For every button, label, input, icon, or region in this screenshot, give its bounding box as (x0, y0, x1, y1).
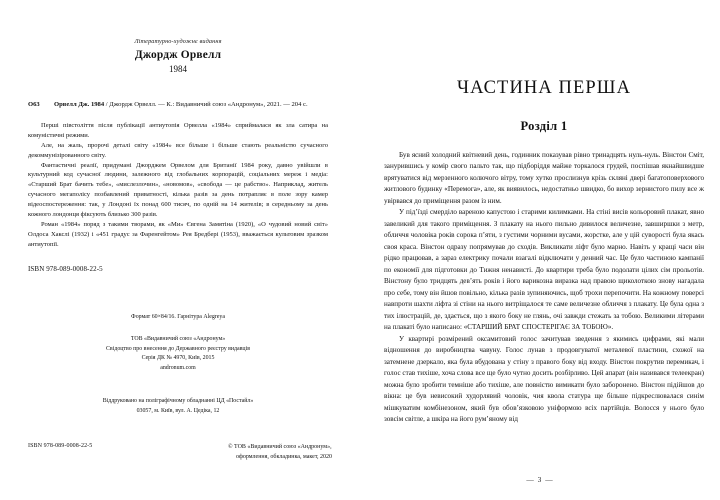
chapter-page (360, 0, 720, 500)
publisher-name: ТОВ «Видавничий союз «Андронум» (130, 335, 226, 342)
printing-line-2: 03057, м. Київ, вул. А. Цедіка, 12 (136, 407, 220, 414)
body-paragraph: У підʼїзді смерділо вареною капустою і старими килимками. На стіні висів кольоровий плакат, явно завеликий для такого приміщення. З плакату на нього пильно дивилося величезне, завширшки з метр, обличчя чоловіка років сорока пʼяти, з густими чорними вусами, жорстке, але у цій суворості була якась своя краса. Вінстон одразу попрямував до сходів. Викликати ліфт було марно. Навіть у кращі часи він рідко працював, а зараз електрику почали взагалі відключати у денний час. Це було частиною кампанії по економії для підготовки до Тижня ненависті. До квартири треба було подолати цілих сім прольотів. Вінстону було тридцять девʼять років і його варикозна виразка над правою щиколоткою знову нагадала про себе, тому він йшов повільно, кілька разів зупиняючись, щоб трохи перепочити. На кожному поверсі навпроти шахти ліфта зі стіни на нього витріщалося те саме величезне обличчя з плакату. Це була одна з тих ілюстрацій, де, здається, що з якого боку не глянь, очі завжди стежать за тобою. Великими літерами на плакаті було написано: «СТАРШИЙ БРАТ СПОСТЕРІГАЄ ЗА ТОБОЮ». (384, 208, 704, 332)
cip-imprint-rest: / Джордж Орвелл. — К.: Видавничий союз «Андронум», 2021. — 204 с. (104, 101, 308, 108)
copyright-line-2: оформлення, обкладинка, макет, 2020 (235, 453, 332, 460)
annotation-paragraph: Роман «1984» поряд з такими творами, як «Ми» Євгена Замятіна (1920), «О чудовий новий світ» Олдоса Хакслі (1932) і «451 градус за Фаренгейтом» Рея Бредбері (1953), вважається культовим зразком антиутопії. (28, 220, 328, 248)
printing-block (28, 397, 328, 416)
body-paragraph: Був ясний холодний квітневий день, годинник показував рівно тринадцять нуль-нуль. Вінстон Сміт, занурившись у комір свого пальто так, що підборіддя майже торкалося грудей, поспішав якнайшвидше врятуватися від мерзенного колючого вітру, тому хутко прослизнув крізь скляні двері багатоповерхового житлового будинку «Перемога», але, як виявилось, недостатньо швидко, бо вихор зернистого пилу все ж увірвався до приміщення разом із ним. (384, 151, 704, 205)
isbn-top: ISBN 978-089-0008-22-5 (28, 265, 103, 274)
copyright-line-1: © ТОВ «Видавничий союз «Андронум», (227, 444, 332, 451)
page-number: — 3 — (526, 475, 554, 484)
body-paragraph: У квартирі розмірений оксамитовий голос зачитував зведення з якимись цифрами, які мали відношення до виробництва чавуну. Голос лунав з продовгуватої металевої пластини, схожої на затемнене дзеркало, яка була вбудована у стіну з правого боку від входу. Вінстон покрутив перемикач, і голос став тихіше, хоча слова все ще було чутно досить розбірливо. Цей апарат (він називався телеекран) можна було зробити темніше або тихіше, але повністю вимикати було заборонено. Вінстон підійшов до вікна: це був невисокий худорлявий чоловік, чия квола статура ще більше підкреслювалася синім мішкуватим комбінезоном, який був обовʼязковою уніформою всіх партійців. Волосся у нього було зовсім світле, а шкіра на його румʼяному від (384, 334, 704, 424)
annotation-block (28, 121, 328, 249)
chapter-body (384, 150, 704, 426)
book-author: Джордж Орвелл (134, 49, 222, 61)
part-title: ЧАСТИНА ПЕРША (456, 78, 632, 98)
publisher-website[interactable]: andronum.com (160, 364, 196, 371)
cip-block (28, 100, 328, 110)
registry-series: Серія ДК № 4970, Київ, 2015 (141, 355, 215, 362)
colophon-bottom (28, 443, 332, 462)
book-title: 1984 (169, 64, 187, 74)
annotation-paragraph: Перші півстоліття після публікації антиутопія Орвелла «1984» сприймалася як зла сатира на комуністичні режими. (28, 122, 328, 139)
publisher-block (28, 335, 328, 373)
printing-line-1: Віддруковано на поліграфічному обладнанні ЦД «Постайл» (102, 398, 254, 405)
imprint-block (28, 313, 328, 416)
cip-code: О63 (28, 100, 40, 108)
cip-title-bold: Орвелл Дж. 1984 (54, 101, 105, 108)
format-line: Формат 60×84/16. Гарнітура Alegreya (131, 314, 225, 321)
registry-line: Свідоцтво про внесення до Державного реєстру видавців (105, 345, 251, 352)
series-line: Літературно-художнє видання (134, 38, 222, 45)
cip-description (54, 100, 328, 110)
annotation-paragraph: Але, на жаль, пророчі деталі світу «1984» все більше і більше стають реальністю сучасного декоммунізірованного світу. (28, 141, 328, 159)
annotation-paragraph: Фантастичні реалії, придумані Джорджем Орвелом для Британії 1984 року, давно увійшли в культурний код сучасної людини, залежного від глобальних корпорацій, соціальних мереж і медіа: «Старший Брат бачить тебе», «мислезлочин», «новомов», «свобода — це рабство». Наприклад, житель сучасного мегаполісу позбавлений приватності, кілька разів за день потрапляє в поле зору камер відеоспостереження: так, у Лондоні їх понад 600 тисяч, по одній на 14 жителів; в середньому за день кожного лондонця фіксують близько 300 разів. (28, 161, 328, 218)
isbn-bottom: ISBN 978-089-0008-22-5 (28, 443, 93, 450)
chapter-title: Розділ 1 (520, 119, 568, 133)
copyright-block (228, 443, 332, 462)
